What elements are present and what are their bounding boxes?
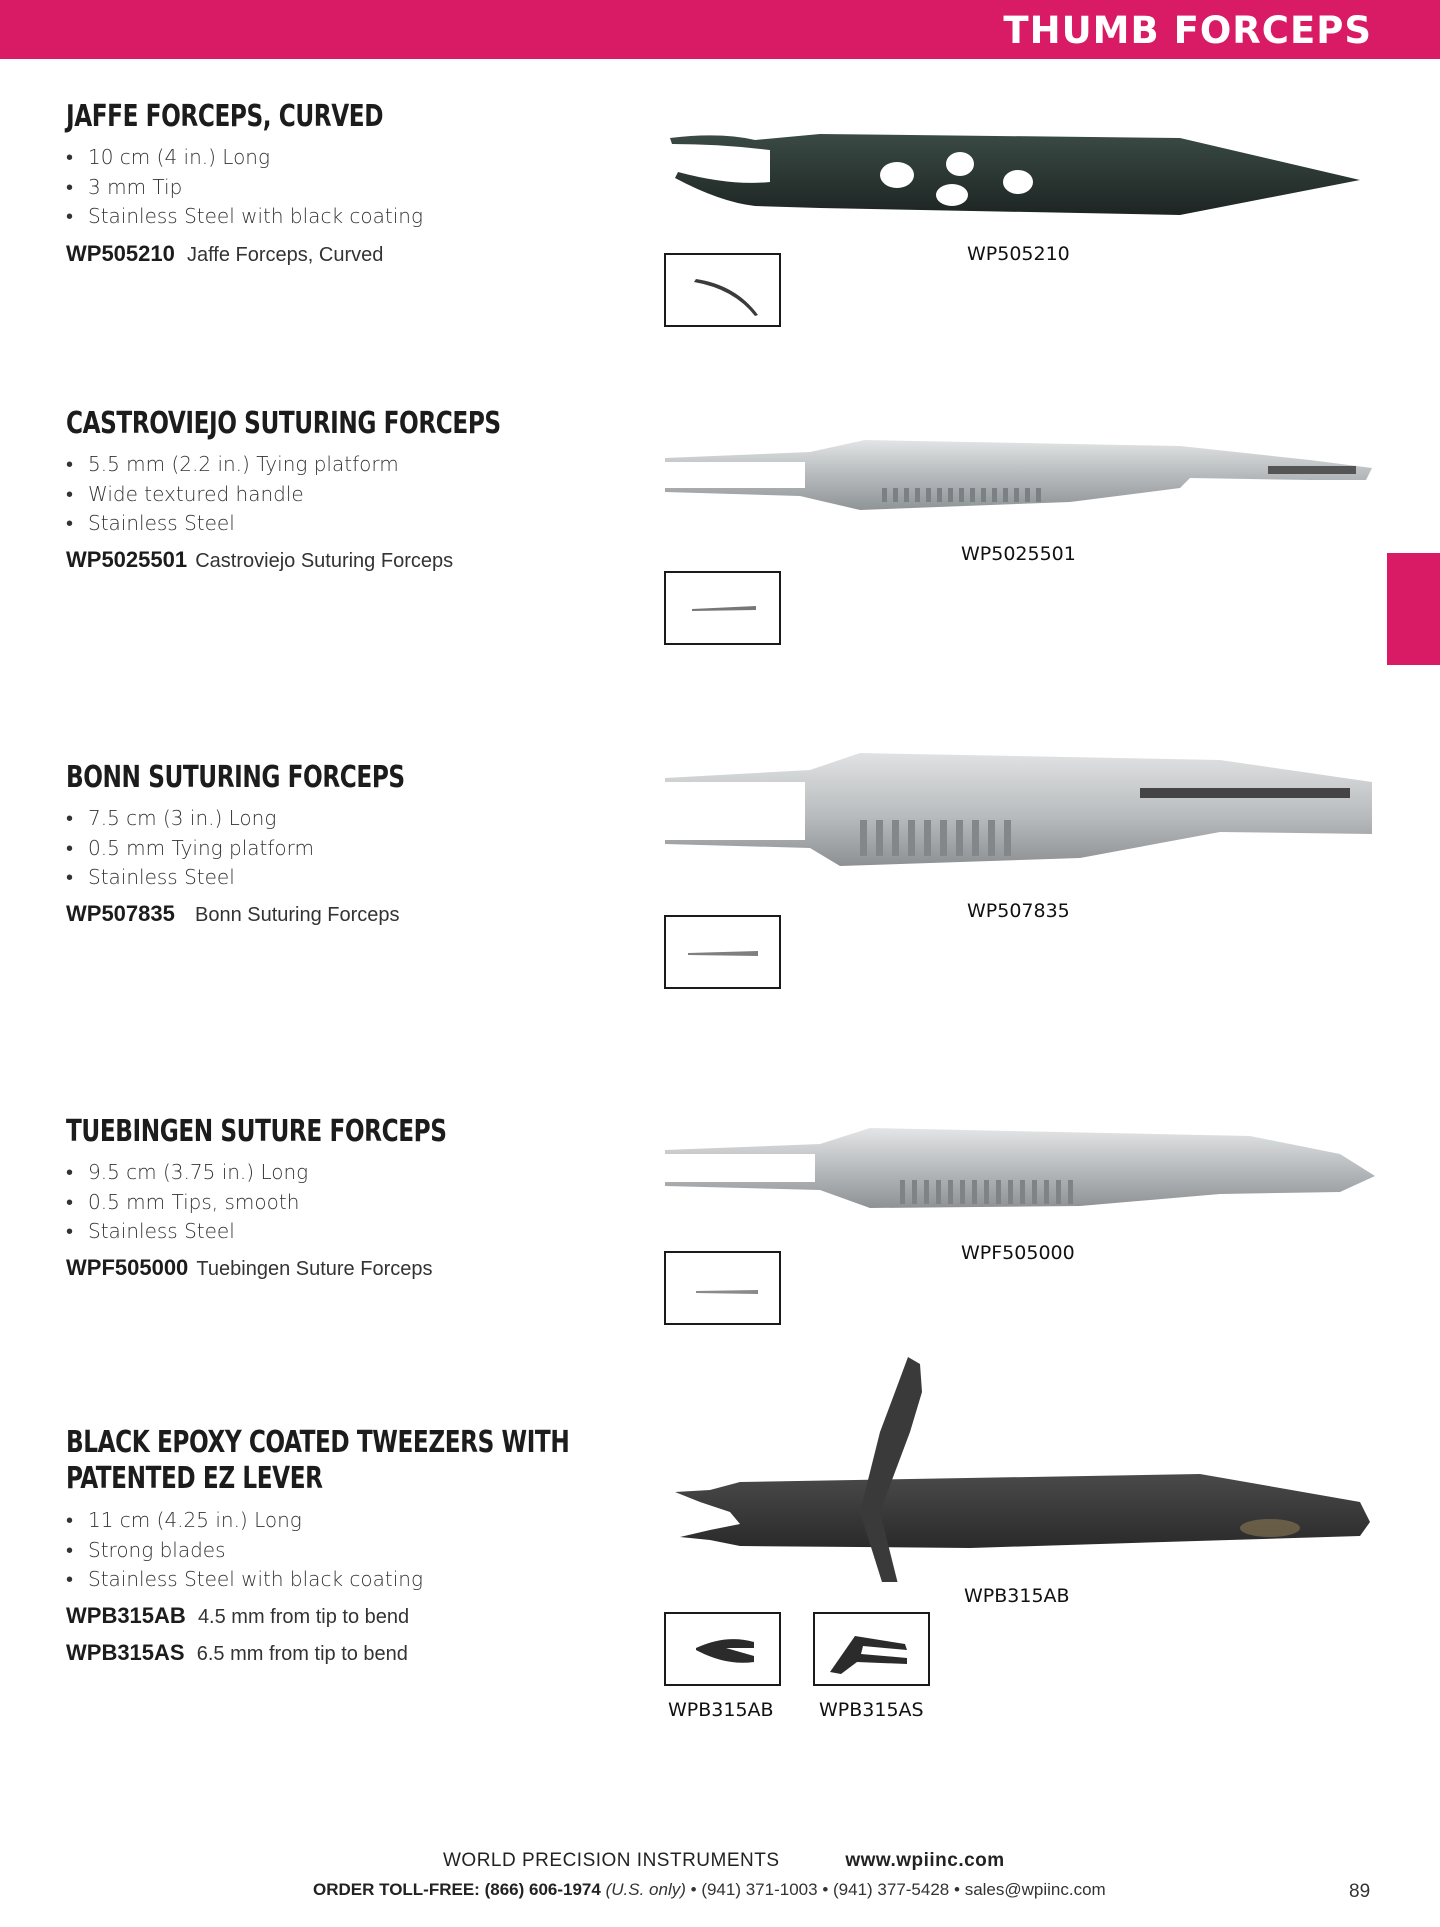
catalog-desc: Castroviejo Suturing Forceps [195,550,454,572]
product-title-line2: PATENTED EZ LEVER [66,1461,323,1496]
separator: • [954,1880,960,1899]
section-tab [1387,553,1440,665]
tip-thumbnail [664,1612,781,1686]
phone-number: (941) 377-5428 [833,1880,950,1899]
catalog-line [66,1639,408,1668]
separator: • [690,1880,697,1899]
image-caption: WPF505000 [961,1242,1075,1264]
feature-item: • Stainless Steel with black coating [66,1565,423,1595]
toll-free-number: (866) 606-1974 [484,1880,601,1899]
image-caption: WPB315AB [964,1585,1070,1607]
forceps-image [670,1352,1380,1582]
product-title: TUEBINGEN SUTURE FORCEPS [66,1114,447,1149]
feature-item: • 0.5 mm Tips, smooth [66,1188,308,1218]
feature-list [66,450,399,539]
tip-thumbnail [664,571,781,645]
tip-thumbnail [664,253,781,327]
catalog-line [66,900,400,929]
thumbnail-caption: WPB315AS [819,1699,924,1721]
us-only-note: (U.S. only) [605,1880,686,1899]
catalog-code: WPB315AS [66,1640,185,1665]
tip-thumbnail [813,1612,930,1686]
catalog-line [66,1602,409,1631]
page-title: THUMB FORCEPS [1003,9,1372,52]
catalog-code: WP507835 [66,901,175,926]
catalog-desc: 6.5 mm from tip to bend [196,1643,408,1665]
feature-item: • 7.5 cm (3 in.) Long [66,804,314,834]
forceps-image [660,120,1380,220]
feature-item: • Stainless Steel with black coating [66,202,423,232]
email-link[interactable]: sales@wpiinc.com [964,1880,1106,1899]
product-title: JAFFE FORCEPS, CURVED [66,99,384,134]
feature-item: • 9.5 cm (3.75 in.) Long [66,1158,308,1188]
feature-item: • 0.5 mm Tying platform [66,834,314,864]
catalog-code: WP5025501 [66,547,188,572]
catalog-code: WP505210 [66,241,175,266]
header-bar [0,0,1440,59]
feature-list [66,143,423,232]
image-caption: WP505210 [967,243,1070,265]
order-label: ORDER TOLL-FREE: [313,1880,480,1899]
catalog-line [66,1254,433,1283]
product-title: CASTROVIEJO SUTURING FORCEPS [66,406,501,441]
footer-line-1 [443,1850,1005,1872]
tip-thumbnail [664,915,781,989]
catalog-desc: Jaffe Forceps, Curved [186,244,384,266]
company-name: WORLD PRECISION INSTRUMENTS [443,1850,780,1871]
catalog-desc: Bonn Suturing Forceps [194,904,400,926]
website-link[interactable]: www.wpiinc.com [845,1850,1005,1871]
feature-list [66,1506,423,1595]
feature-item: • Strong blades [66,1536,423,1566]
forceps-image [660,430,1380,510]
forceps-image [660,748,1380,868]
catalog-line [66,546,453,575]
feature-item: • 3 mm Tip [66,173,423,203]
footer-line-2 [313,1880,1106,1900]
tip-thumbnail [664,1251,781,1325]
catalog-code: WPF505000 [66,1255,189,1280]
feature-item: • 5.5 mm (2.2 in.) Tying platform [66,450,399,480]
phone-number: (941) 371-1003 [701,1880,818,1899]
feature-list [66,1158,308,1247]
feature-list [66,804,314,893]
product-title: BLACK EPOXY COATED TWEEZERS WITH [66,1425,570,1460]
catalog-line [66,240,383,269]
catalog-code: WPB315AB [66,1603,186,1628]
product-title: BONN SUTURING FORCEPS [66,760,405,795]
catalog-desc: Tuebingen Suture Forceps [196,1258,433,1280]
page-number: 89 [1349,1881,1371,1902]
catalog-desc: 4.5 mm from tip to bend [197,1606,410,1628]
feature-item: • Stainless Steel [66,863,314,893]
image-caption: WP507835 [967,900,1070,922]
thumbnail-caption: WPB315AB [668,1699,774,1721]
image-caption: WP5025501 [961,543,1076,565]
feature-item: • Wide textured handle [66,480,399,510]
separator: • [822,1880,829,1899]
feature-item: • Stainless Steel [66,509,399,539]
feature-item: • Stainless Steel [66,1217,308,1247]
forceps-image [660,1120,1380,1210]
feature-item: • 11 cm (4.25 in.) Long [66,1506,423,1536]
feature-item: • 10 cm (4 in.) Long [66,143,423,173]
